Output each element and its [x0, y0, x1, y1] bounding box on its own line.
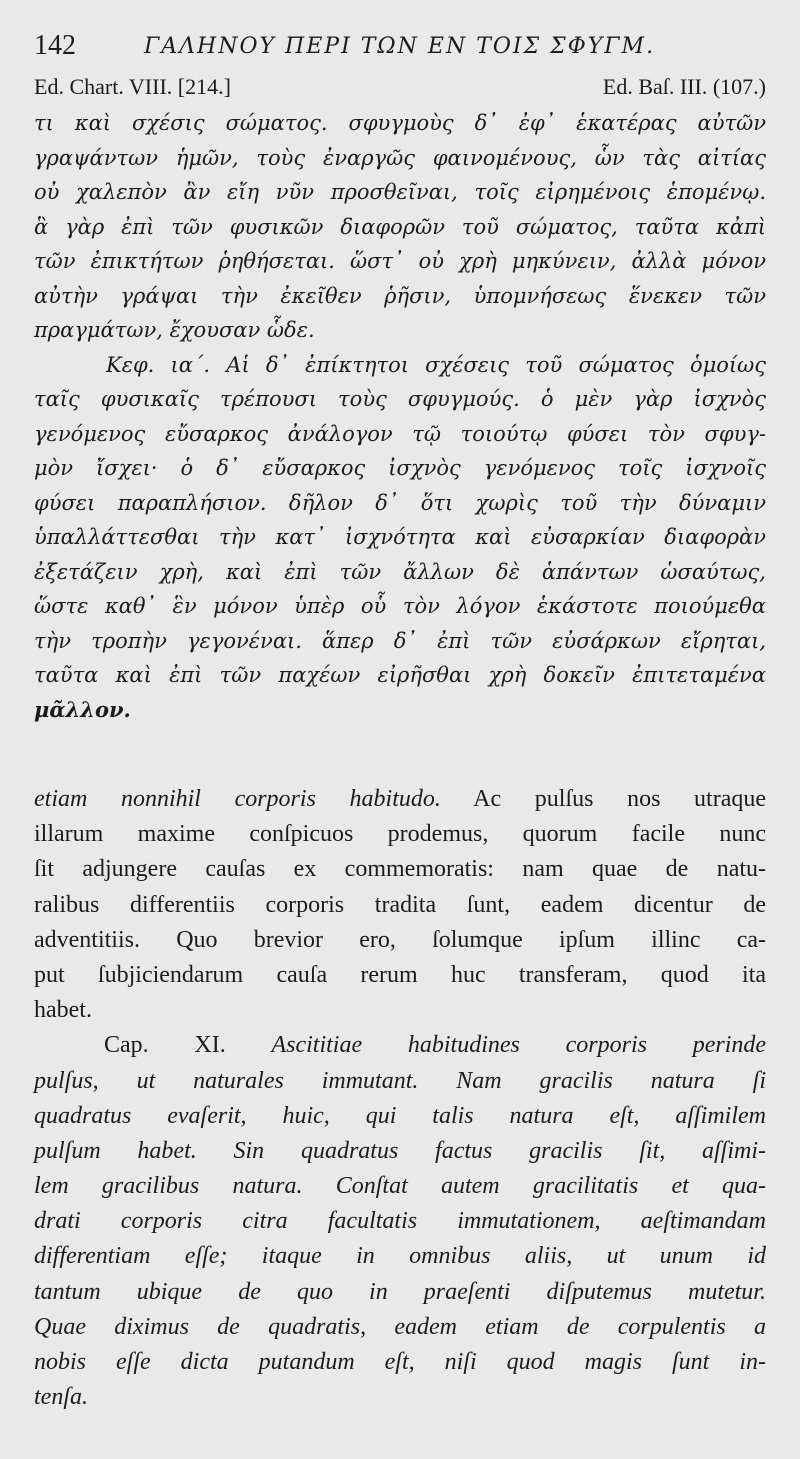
greek-line: οὐ χαλεπὸν ἂν εἴη νῦν προσθεῖναι, τοῖς εἰρημένοις ἑπομένῳ.: [34, 180, 766, 204]
greek-line: ταῦτα καὶ ἐπὶ τῶν παχέων εἰρῆσθαι χρὴ δοκεῖν ἐπιτεταμένα: [34, 663, 766, 687]
latin-line: drati corporis citra facultatis immutationem, aeſtimandam: [34, 1208, 766, 1235]
greek-line: ἐξετάζειν χρὴ, καὶ ἐπὶ τῶν ἄλλων δὲ ἁπάντων ὡσαύτως,: [34, 559, 766, 584]
page-number: 142: [34, 30, 76, 61]
greek-line: μὸν ἴσχει· ὁ δ᾽ εὔσαρκος ἰσχνὸς γενόμενος τοῖς ἰσχνοῖς: [34, 456, 766, 480]
greek-line: φύσει παραπλήσιον. δῆλον δ᾽ ὅτι χωρὶς τοῦ τὴν δύναμιν: [34, 490, 766, 515]
latin-line: adventitiis. Quo brevior ero, ſolumque ipſum illinc ca-: [34, 926, 766, 953]
greek-line: γραψάντων ἡμῶν, τοὺς ἐναργῶς φαινομένους, ὧν τὰς αἰτίας: [34, 145, 766, 170]
greek-text-block: [34, 106, 766, 727]
latin-italic-fragment: Ascititiae habitudines corporis perinde: [271, 1032, 767, 1059]
latin-line: put ſubjiciendarum cauſa rerum huc transferam, quod ita: [34, 961, 766, 988]
latin-fragment: Ac pulſus nos utraque: [473, 786, 766, 812]
greek-line: πραγμάτων, ἔχουσαν ὧδε.: [34, 318, 315, 342]
greek-line: ἃ γὰρ ἐπὶ τῶν φυσικῶν διαφορῶν τοῦ σώματος, ταῦτα κἀπὶ: [34, 214, 766, 239]
latin-italic-fragment: etiam nonnihil corporis habitudo.: [34, 786, 441, 812]
greek-line: γενόμενος εὔσαρκος ἀνάλογον τῷ τοιούτῳ φύσει τὸν σφυγ-: [34, 421, 766, 446]
latin-text-block: [34, 782, 766, 1415]
latin-line: tantum ubique de quo in praeſenti diſputemus mutetur.: [34, 1278, 766, 1305]
greek-line: τῶν ἐπικτήτων ῥηθήσεται. ὥστ᾽ οὐ χρὴ μηκύνειν, ἀλλὰ μόνον: [34, 249, 766, 273]
latin-line: tenſa.: [34, 1384, 88, 1411]
latin-line: nobis eſſe dicta putandum eſt, niſi quod magis ſunt in-: [34, 1349, 766, 1375]
chapter-label: Cap. XI.: [104, 1032, 226, 1059]
edition-ref-basel: Ed. Baſ. III. (107.): [602, 74, 766, 99]
latin-line: pulſus, ut naturales immutant. Nam gracilis natura ſi: [34, 1067, 766, 1094]
edition-ref-chartier: Ed. Chart. VIII. [214.]: [34, 74, 231, 99]
greek-line: ὑπαλλάττεσθαι τὴν κατ᾽ ἰσχνότητα καὶ εὐσαρκίαν διαφορὰν: [34, 525, 766, 549]
greek-line: ταῖς φυσικαῖς τρέπουσι τοὺς σφυγμούς. ὁ μὲν γὰρ ἰσχνὸς: [34, 387, 766, 411]
latin-line: ralibus differentiis corporis tradita ſunt, eadem dicentur de: [34, 891, 766, 918]
greek-line: ὥστε καθ᾽ ἓν μόνον ὑπὲρ οὗ τὸν λόγον ἑκάστοτε ποιούμεθα: [34, 594, 766, 618]
running-title: ΓΑΛΗΝΟΥ ΠΕΡΙ ΤΩΝ ΕΝ ΤΟΙΣ ΣΦΥΓΜ.: [144, 34, 656, 59]
latin-line: lem gracilibus natura. Conſtat autem gracilitatis et qua-: [34, 1173, 766, 1200]
greek-line: μᾶλλον.: [34, 696, 131, 722]
greek-line: αὐτὴν γράψαι τὴν ἐκεῖθεν ῥῆσιν, ὑπομνήσεως ἕνεκεν τῶν: [34, 283, 766, 308]
running-head: [34, 26, 774, 66]
latin-line: differentiam eſſe; itaque in omnibus aliis, ut unum id: [34, 1243, 766, 1270]
latin-line: ſit adjungere cauſas ex commemoratis: nam quae de natu-: [34, 856, 766, 883]
latin-line: [34, 782, 766, 817]
latin-line: quadratus evaſerit, huic, qui talis natura eſt, aſſimilem: [34, 1102, 766, 1129]
latin-chapter-heading-line: [34, 1028, 766, 1063]
greek-chapter-heading-line: Κεφ. ια΄. Αἱ δ᾽ ἐπίκτητοι σχέσεις τοῦ σώματος ὁμοίως: [106, 352, 766, 377]
edition-references: [34, 74, 766, 104]
latin-line: illarum maxime conſpicuos prodemus, quorum facile nunc: [34, 821, 766, 848]
greek-line: τὴν τροπὴν γεγονέναι. ἅπερ δ᾽ ἐπὶ τῶν εὐσάρκων εἴρηται,: [34, 628, 766, 653]
latin-line: habet.: [34, 997, 92, 1024]
latin-line: Quae diximus de quadratis, eadem etiam de corpulentis a: [34, 1313, 766, 1340]
greek-line: τι καὶ σχέσις σώματος. σφυγμοὺς δ᾽ ἐφ᾽ ἑκατέρας αὐτῶν: [34, 111, 766, 135]
latin-line: pulſum habet. Sin quadratus factus gracilis ſit, aſſimi-: [34, 1137, 766, 1164]
